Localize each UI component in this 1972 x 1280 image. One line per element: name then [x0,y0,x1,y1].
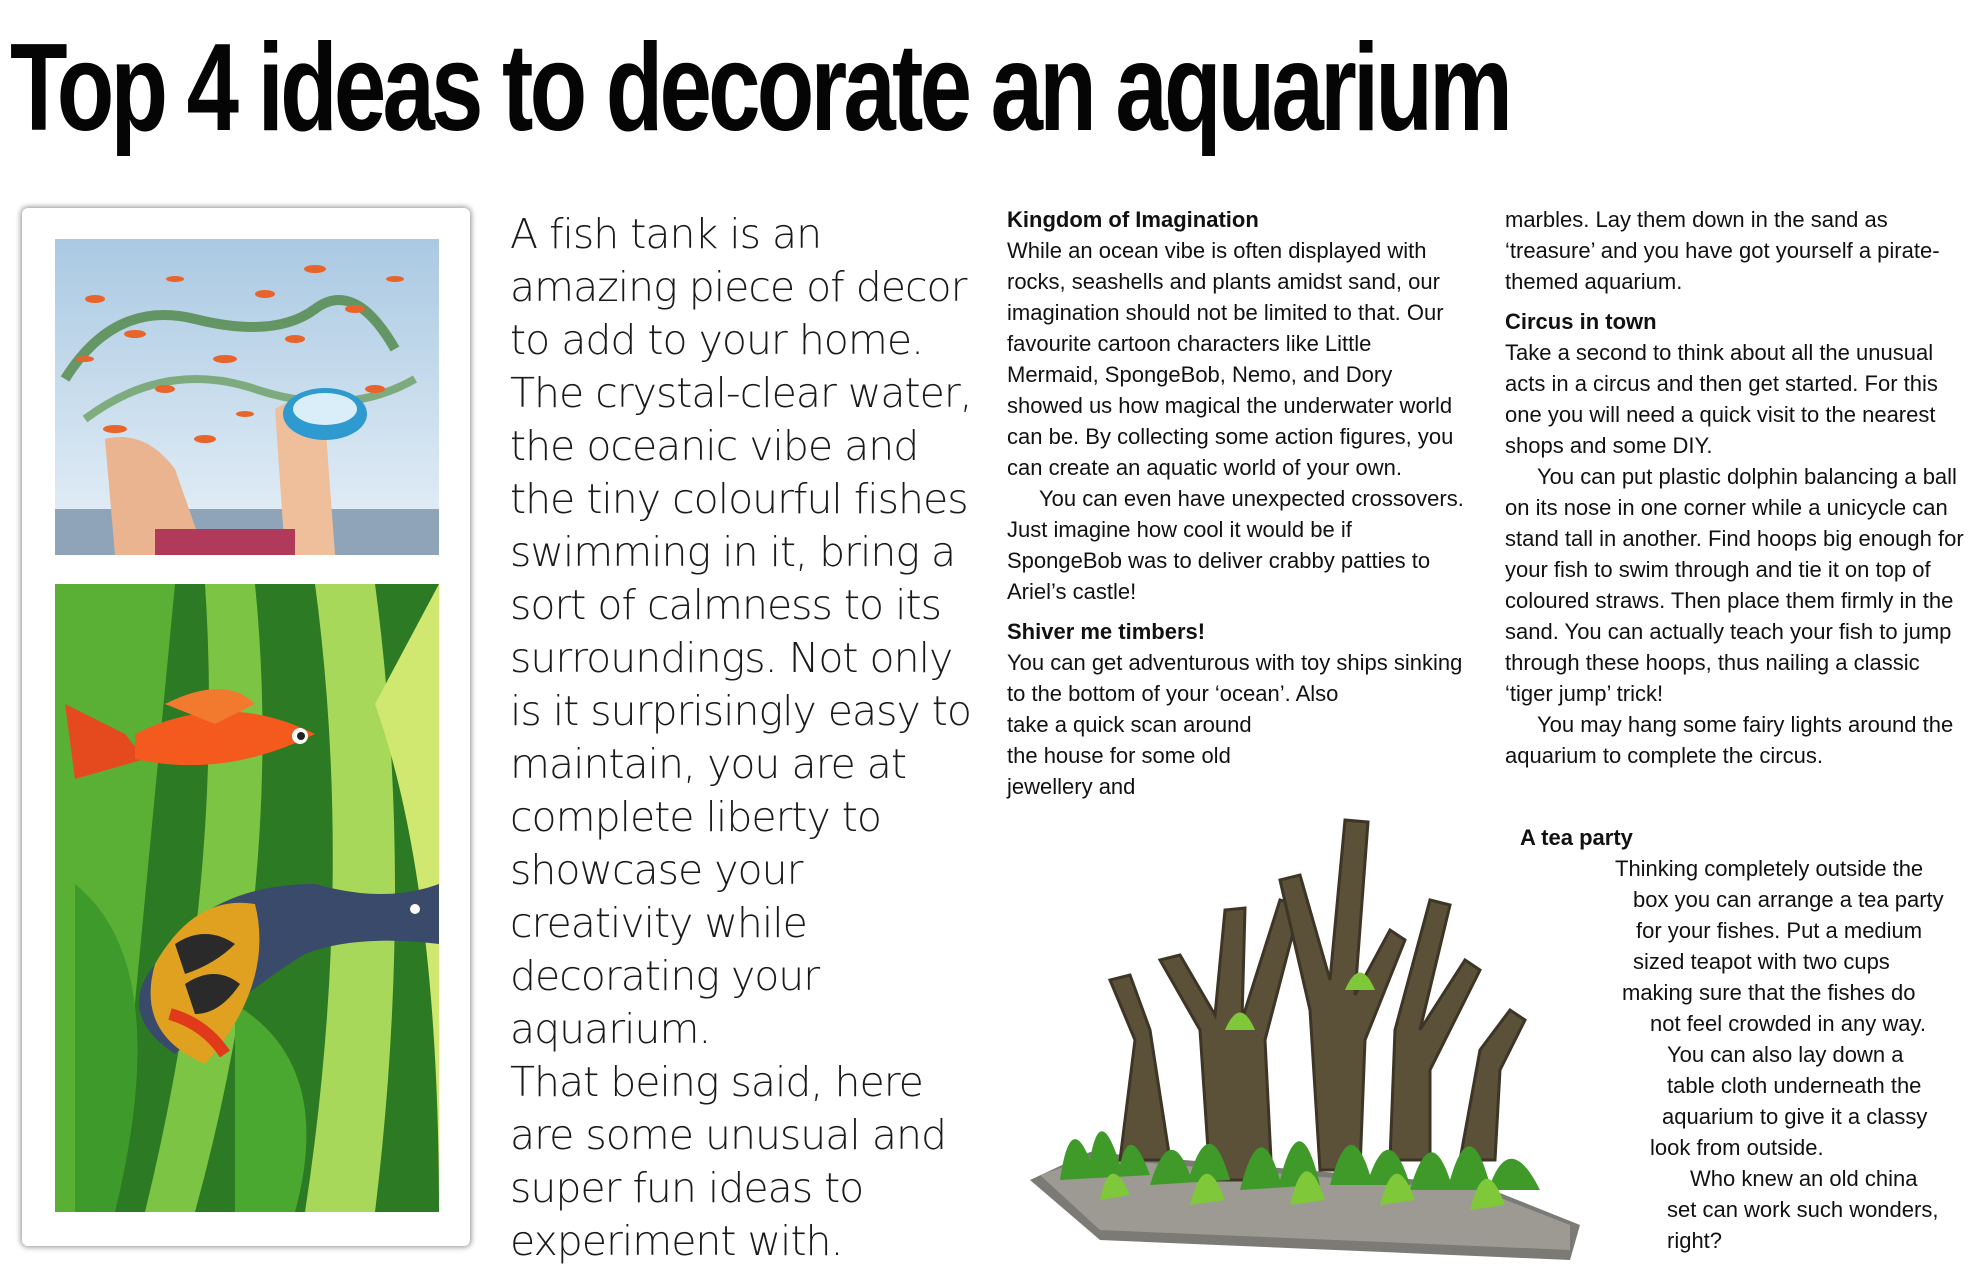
section-heading-tea: A tea party [1520,825,1633,850]
tea-text-line: sized teapot with two cups [1633,949,1890,974]
tea-text-line: aquarium to give it a classy [1662,1104,1928,1129]
tea-text-line: set can work such wonders, [1667,1197,1939,1222]
tea-text-line: Thinking completely outside the [1615,856,1924,881]
driftwood-decor-image [1010,780,1590,1260]
body-paragraph: You can put plastic dolphin balancing a ball on its nose in one corner while a unicycle can stand tall in another. Find hoops big enough for your fish to swim through and tie it on top of coloured straws. Then place them firmly in the sand. You can actually teach your fish to jump through these hoops, thus nailing a classic ‘tiger jump’ trick! [1505,464,1964,706]
intro-text [510,208,980,1268]
article-column-3 [1007,204,1467,802]
article-column-4 [1505,204,1965,771]
body-paragraph: You can even have unexpected crossovers. Just imagine how cool it would be if SpongeBob was to deliver crabby patties to Ariel’s castle! [1007,486,1464,604]
article-title: Top 4 ideas to decorate an aquarium [10,19,1510,157]
tea-text-line: for your fishes. Put a medium [1636,918,1923,943]
section-heading-kingdom: Kingdom of Imagination [1007,207,1259,232]
body-paragraph: You may hang some fairy lights around the aquarium to complete the circus. [1505,712,1954,768]
intro-paragraph: A fish tank is an amazing piece of decor to add to your home. The crystal-clear water, the oceanic vibe and the tiny colourful fishes swimming in it, bring a sort of calmness to its surroundings. Not only is it surprisingly easy to maintain, you are at complete liberty to showcase your creativity while decorating your aquarium. [510,210,972,1053]
tea-text-line: not feel crowded in any way. [1650,1011,1926,1036]
intro-paragraph: That being said, here are some unusual and super fun ideas to experiment with. [510,1058,946,1265]
tea-text-line: You can also lay down a [1667,1042,1904,1067]
body-paragraph: Take a second to think about all the unusual acts in a circus and then get started. For this one you will need a quick visit to the nearest shops and some DIY. [1505,340,1938,458]
tea-text-line: making sure that the fishes do [1622,980,1916,1005]
body-paragraph: take a quick scan around the house for some old jewellery and [1007,712,1252,799]
body-paragraph: You can get adventurous with toy ships sinking to the bottom of your ‘ocean’. Also [1007,650,1463,706]
tea-text-line: box you can arrange a tea party [1633,887,1944,912]
body-paragraph: marbles. Lay them down in the sand as ‘treasure’ and you have got yourself a pirate-themed aquarium. [1505,207,1940,294]
section-heading-circus: Circus in town [1505,309,1657,334]
photo-frame [22,208,470,1246]
tropical-fish-photo [55,584,439,1212]
goldfish-tank-photo [55,239,439,555]
tea-text-line: table cloth underneath the [1667,1073,1922,1098]
body-paragraph: While an ocean vibe is often displayed with rocks, seashells and plants amidst sand, our imagination should not be limited to that. Our favourite cartoon characters like Little Mermaid, SpongeBob, Nemo, and Dory showed us how magical the underwater world can be. By collecting some action figures, you can create an aquatic world of your own. [1007,238,1454,480]
tea-text-line: Who knew an old china [1690,1166,1918,1191]
section-heading-shiver: Shiver me timbers! [1007,619,1206,644]
tea-text-line: right? [1667,1228,1723,1253]
tea-text-line: look from outside. [1650,1135,1824,1160]
